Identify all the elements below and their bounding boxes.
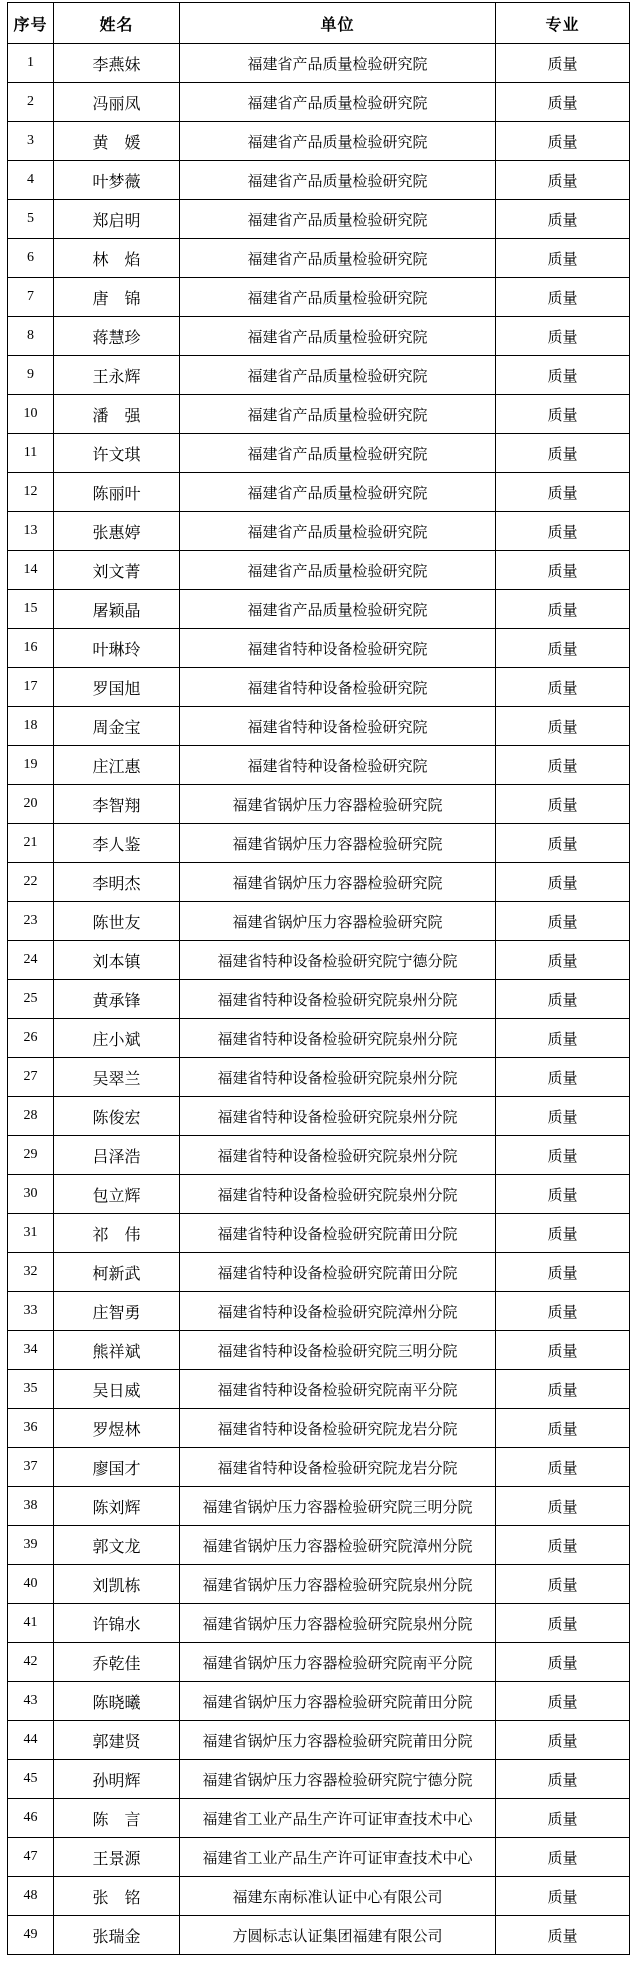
cell-organization: 方圆标志认证集团福建有限公司 — [180, 1916, 496, 1955]
cell-organization: 福建省特种设备检验研究院泉州分院 — [180, 980, 496, 1019]
cell-name: 庄江惠 — [54, 746, 180, 785]
cell-serial-number: 1 — [8, 44, 54, 83]
cell-organization: 福建省产品质量检验研究院 — [180, 278, 496, 317]
table-row — [8, 356, 630, 395]
cell-name: 祁 伟 — [54, 1214, 180, 1253]
table-row — [8, 668, 630, 707]
cell-specialty: 质量 — [496, 941, 630, 980]
cell-name: 陈刘辉 — [54, 1487, 180, 1526]
cell-organization: 福建省特种设备检验研究院莆田分院 — [180, 1214, 496, 1253]
cell-serial-number: 16 — [8, 629, 54, 668]
table-row — [8, 1721, 630, 1760]
cell-specialty: 质量 — [496, 980, 630, 1019]
cell-specialty: 质量 — [496, 44, 630, 83]
cell-name: 林 焰 — [54, 239, 180, 278]
table-row — [8, 395, 630, 434]
cell-name: 罗国旭 — [54, 668, 180, 707]
cell-serial-number: 17 — [8, 668, 54, 707]
cell-name: 许锦水 — [54, 1604, 180, 1643]
cell-specialty: 质量 — [496, 1565, 630, 1604]
cell-serial-number: 36 — [8, 1409, 54, 1448]
cell-specialty: 质量 — [496, 356, 630, 395]
cell-name: 郑启明 — [54, 200, 180, 239]
cell-specialty: 质量 — [496, 395, 630, 434]
cell-organization: 福建省特种设备检验研究院三明分院 — [180, 1331, 496, 1370]
header-row — [8, 3, 630, 44]
cell-organization: 福建省产品质量检验研究院 — [180, 317, 496, 356]
cell-specialty: 质量 — [496, 1253, 630, 1292]
table-row — [8, 1604, 630, 1643]
cell-specialty: 质量 — [496, 902, 630, 941]
cell-organization: 福建省产品质量检验研究院 — [180, 590, 496, 629]
header-organization: 单位 — [180, 3, 496, 44]
cell-serial-number: 10 — [8, 395, 54, 434]
cell-specialty: 质量 — [496, 1214, 630, 1253]
cell-serial-number: 2 — [8, 83, 54, 122]
cell-specialty: 质量 — [496, 746, 630, 785]
table-row — [8, 1136, 630, 1175]
cell-specialty: 质量 — [496, 668, 630, 707]
cell-serial-number: 32 — [8, 1253, 54, 1292]
table-row — [8, 980, 630, 1019]
cell-specialty: 质量 — [496, 1877, 630, 1916]
cell-serial-number: 4 — [8, 161, 54, 200]
table-row — [8, 1643, 630, 1682]
cell-name: 郭文龙 — [54, 1526, 180, 1565]
cell-organization: 福建省特种设备检验研究院宁德分院 — [180, 941, 496, 980]
cell-name: 陈世友 — [54, 902, 180, 941]
cell-organization: 福建省特种设备检验研究院 — [180, 707, 496, 746]
cell-serial-number: 28 — [8, 1097, 54, 1136]
cell-serial-number: 12 — [8, 473, 54, 512]
cell-organization: 福建省产品质量检验研究院 — [180, 44, 496, 83]
table-row — [8, 629, 630, 668]
cell-organization: 福建省特种设备检验研究院 — [180, 629, 496, 668]
table-row — [8, 707, 630, 746]
cell-organization: 福建省产品质量检验研究院 — [180, 512, 496, 551]
cell-serial-number: 46 — [8, 1799, 54, 1838]
cell-serial-number: 27 — [8, 1058, 54, 1097]
table-row — [8, 239, 630, 278]
cell-specialty: 质量 — [496, 239, 630, 278]
cell-specialty: 质量 — [496, 317, 630, 356]
cell-serial-number: 11 — [8, 434, 54, 473]
cell-name: 包立辉 — [54, 1175, 180, 1214]
cell-serial-number: 30 — [8, 1175, 54, 1214]
cell-serial-number: 40 — [8, 1565, 54, 1604]
table-row — [8, 161, 630, 200]
header-specialty: 专业 — [496, 3, 630, 44]
cell-serial-number: 44 — [8, 1721, 54, 1760]
cell-organization: 福建省特种设备检验研究院泉州分院 — [180, 1019, 496, 1058]
cell-organization: 福建省特种设备检验研究院泉州分院 — [180, 1136, 496, 1175]
cell-name: 唐 锦 — [54, 278, 180, 317]
cell-name: 庄智勇 — [54, 1292, 180, 1331]
cell-name: 王景源 — [54, 1838, 180, 1877]
cell-serial-number: 29 — [8, 1136, 54, 1175]
table-row — [8, 902, 630, 941]
cell-organization: 福建省锅炉压力容器检验研究院莆田分院 — [180, 1682, 496, 1721]
cell-specialty: 质量 — [496, 1682, 630, 1721]
table-row — [8, 1097, 630, 1136]
table-row — [8, 1448, 630, 1487]
cell-name: 张惠婷 — [54, 512, 180, 551]
cell-serial-number: 23 — [8, 902, 54, 941]
cell-specialty: 质量 — [496, 200, 630, 239]
personnel-table — [7, 2, 630, 1955]
cell-organization: 福建省工业产品生产许可证审查技术中心 — [180, 1838, 496, 1877]
cell-organization: 福建省锅炉压力容器检验研究院 — [180, 785, 496, 824]
cell-name: 屠颖晶 — [54, 590, 180, 629]
cell-organization: 福建省特种设备检验研究院 — [180, 746, 496, 785]
cell-name: 李明杰 — [54, 863, 180, 902]
cell-specialty: 质量 — [496, 1292, 630, 1331]
table-row — [8, 473, 630, 512]
table-row — [8, 1526, 630, 1565]
cell-specialty: 质量 — [496, 863, 630, 902]
cell-organization: 福建省产品质量检验研究院 — [180, 473, 496, 512]
cell-specialty: 质量 — [496, 512, 630, 551]
cell-organization: 福建省锅炉压力容器检验研究院宁德分院 — [180, 1760, 496, 1799]
cell-organization: 福建省特种设备检验研究院泉州分院 — [180, 1058, 496, 1097]
cell-specialty: 质量 — [496, 1487, 630, 1526]
header-serial-number: 序号 — [8, 3, 54, 44]
cell-serial-number: 18 — [8, 707, 54, 746]
table-row — [8, 278, 630, 317]
table-row — [8, 200, 630, 239]
cell-specialty: 质量 — [496, 1760, 630, 1799]
cell-specialty: 质量 — [496, 1409, 630, 1448]
cell-organization: 福建省产品质量检验研究院 — [180, 239, 496, 278]
cell-organization: 福建省产品质量检验研究院 — [180, 161, 496, 200]
cell-name: 许文琪 — [54, 434, 180, 473]
table-row — [8, 824, 630, 863]
cell-name: 乔乾佳 — [54, 1643, 180, 1682]
cell-serial-number: 15 — [8, 590, 54, 629]
cell-specialty: 质量 — [496, 590, 630, 629]
cell-name: 黄承锋 — [54, 980, 180, 1019]
cell-organization: 福建省产品质量检验研究院 — [180, 434, 496, 473]
cell-specialty: 质量 — [496, 1838, 630, 1877]
cell-serial-number: 19 — [8, 746, 54, 785]
cell-specialty: 质量 — [496, 1370, 630, 1409]
table-row — [8, 122, 630, 161]
table-row — [8, 1058, 630, 1097]
cell-name: 熊祥斌 — [54, 1331, 180, 1370]
cell-serial-number: 48 — [8, 1877, 54, 1916]
cell-specialty: 质量 — [496, 1058, 630, 1097]
cell-name: 刘文菁 — [54, 551, 180, 590]
cell-serial-number: 35 — [8, 1370, 54, 1409]
cell-serial-number: 9 — [8, 356, 54, 395]
cell-serial-number: 5 — [8, 200, 54, 239]
table-row — [8, 1019, 630, 1058]
table-row — [8, 590, 630, 629]
table-row — [8, 1565, 630, 1604]
cell-name: 黄 媛 — [54, 122, 180, 161]
cell-specialty: 质量 — [496, 278, 630, 317]
table-row — [8, 1331, 630, 1370]
cell-name: 李人鉴 — [54, 824, 180, 863]
cell-serial-number: 38 — [8, 1487, 54, 1526]
cell-specialty: 质量 — [496, 1019, 630, 1058]
cell-serial-number: 42 — [8, 1643, 54, 1682]
cell-organization: 福建省特种设备检验研究院龙岩分院 — [180, 1409, 496, 1448]
cell-name: 庄小斌 — [54, 1019, 180, 1058]
cell-name: 李燕妹 — [54, 44, 180, 83]
cell-name: 陈俊宏 — [54, 1097, 180, 1136]
table-row — [8, 863, 630, 902]
table-row — [8, 1916, 630, 1955]
cell-specialty: 质量 — [496, 434, 630, 473]
table-row — [8, 1838, 630, 1877]
cell-specialty: 质量 — [496, 551, 630, 590]
cell-organization: 福建省特种设备检验研究院泉州分院 — [180, 1097, 496, 1136]
cell-organization: 福建省锅炉压力容器检验研究院 — [180, 863, 496, 902]
cell-organization: 福建省锅炉压力容器检验研究院莆田分院 — [180, 1721, 496, 1760]
table-row — [8, 434, 630, 473]
cell-name: 叶琳玲 — [54, 629, 180, 668]
cell-specialty: 质量 — [496, 1643, 630, 1682]
cell-name: 陈 言 — [54, 1799, 180, 1838]
cell-organization: 福建省工业产品生产许可证审查技术中心 — [180, 1799, 496, 1838]
cell-serial-number: 33 — [8, 1292, 54, 1331]
table-row — [8, 1487, 630, 1526]
cell-organization: 福建省产品质量检验研究院 — [180, 122, 496, 161]
table-row — [8, 1799, 630, 1838]
cell-specialty: 质量 — [496, 785, 630, 824]
cell-name: 罗煜林 — [54, 1409, 180, 1448]
cell-specialty: 质量 — [496, 824, 630, 863]
cell-serial-number: 25 — [8, 980, 54, 1019]
cell-serial-number: 14 — [8, 551, 54, 590]
table-row — [8, 1877, 630, 1916]
cell-serial-number: 43 — [8, 1682, 54, 1721]
cell-specialty: 质量 — [496, 1604, 630, 1643]
table-row — [8, 1292, 630, 1331]
cell-serial-number: 47 — [8, 1838, 54, 1877]
cell-organization: 福建省锅炉压力容器检验研究院泉州分院 — [180, 1604, 496, 1643]
cell-name: 潘 强 — [54, 395, 180, 434]
table-row — [8, 317, 630, 356]
cell-organization: 福建东南标准认证中心有限公司 — [180, 1877, 496, 1916]
cell-name: 张瑞金 — [54, 1916, 180, 1955]
cell-organization: 福建省特种设备检验研究院南平分院 — [180, 1370, 496, 1409]
cell-name: 孙明辉 — [54, 1760, 180, 1799]
cell-specialty: 质量 — [496, 707, 630, 746]
cell-specialty: 质量 — [496, 1526, 630, 1565]
cell-serial-number: 24 — [8, 941, 54, 980]
cell-name: 冯丽凤 — [54, 83, 180, 122]
cell-specialty: 质量 — [496, 473, 630, 512]
cell-name: 周金宝 — [54, 707, 180, 746]
cell-serial-number: 39 — [8, 1526, 54, 1565]
cell-organization: 福建省锅炉压力容器检验研究院漳州分院 — [180, 1526, 496, 1565]
table-row — [8, 1214, 630, 1253]
cell-name: 陈丽叶 — [54, 473, 180, 512]
table-row — [8, 746, 630, 785]
cell-organization: 福建省特种设备检验研究院漳州分院 — [180, 1292, 496, 1331]
table-row — [8, 1370, 630, 1409]
cell-name: 柯新武 — [54, 1253, 180, 1292]
cell-serial-number: 31 — [8, 1214, 54, 1253]
cell-organization: 福建省产品质量检验研究院 — [180, 83, 496, 122]
table-row — [8, 941, 630, 980]
cell-name: 吴翠兰 — [54, 1058, 180, 1097]
table-row — [8, 83, 630, 122]
table-row — [8, 1682, 630, 1721]
cell-serial-number: 45 — [8, 1760, 54, 1799]
cell-organization: 福建省锅炉压力容器检验研究院 — [180, 902, 496, 941]
cell-specialty: 质量 — [496, 1448, 630, 1487]
header-name: 姓名 — [54, 3, 180, 44]
cell-name: 吕泽浩 — [54, 1136, 180, 1175]
table-row — [8, 1760, 630, 1799]
cell-serial-number: 8 — [8, 317, 54, 356]
cell-organization: 福建省锅炉压力容器检验研究院 — [180, 824, 496, 863]
cell-serial-number: 6 — [8, 239, 54, 278]
table-row — [8, 44, 630, 83]
cell-serial-number: 21 — [8, 824, 54, 863]
cell-name: 陈晓曦 — [54, 1682, 180, 1721]
cell-name: 王永辉 — [54, 356, 180, 395]
table-row — [8, 1409, 630, 1448]
cell-organization: 福建省特种设备检验研究院 — [180, 668, 496, 707]
cell-specialty: 质量 — [496, 1799, 630, 1838]
cell-serial-number: 49 — [8, 1916, 54, 1955]
cell-organization: 福建省锅炉压力容器检验研究院泉州分院 — [180, 1565, 496, 1604]
cell-organization: 福建省特种设备检验研究院莆田分院 — [180, 1253, 496, 1292]
cell-specialty: 质量 — [496, 161, 630, 200]
cell-name: 李智翔 — [54, 785, 180, 824]
cell-specialty: 质量 — [496, 1916, 630, 1955]
cell-serial-number: 20 — [8, 785, 54, 824]
cell-specialty: 质量 — [496, 1331, 630, 1370]
cell-name: 吴日威 — [54, 1370, 180, 1409]
table-row — [8, 785, 630, 824]
table-body — [8, 44, 630, 1955]
cell-organization: 福建省特种设备检验研究院龙岩分院 — [180, 1448, 496, 1487]
cell-serial-number: 7 — [8, 278, 54, 317]
cell-name: 张 铭 — [54, 1877, 180, 1916]
cell-organization: 福建省产品质量检验研究院 — [180, 200, 496, 239]
cell-serial-number: 26 — [8, 1019, 54, 1058]
cell-organization: 福建省特种设备检验研究院泉州分院 — [180, 1175, 496, 1214]
cell-organization: 福建省锅炉压力容器检验研究院南平分院 — [180, 1643, 496, 1682]
cell-organization: 福建省产品质量检验研究院 — [180, 551, 496, 590]
cell-serial-number: 34 — [8, 1331, 54, 1370]
cell-serial-number: 41 — [8, 1604, 54, 1643]
cell-serial-number: 13 — [8, 512, 54, 551]
cell-organization: 福建省锅炉压力容器检验研究院三明分院 — [180, 1487, 496, 1526]
cell-name: 刘凯栋 — [54, 1565, 180, 1604]
cell-name: 刘本镇 — [54, 941, 180, 980]
cell-specialty: 质量 — [496, 1175, 630, 1214]
table-row — [8, 512, 630, 551]
cell-specialty: 质量 — [496, 122, 630, 161]
cell-specialty: 质量 — [496, 1097, 630, 1136]
table-row — [8, 1175, 630, 1214]
cell-serial-number: 37 — [8, 1448, 54, 1487]
cell-organization: 福建省产品质量检验研究院 — [180, 395, 496, 434]
cell-name: 叶梦薇 — [54, 161, 180, 200]
cell-name: 郭建贤 — [54, 1721, 180, 1760]
cell-specialty: 质量 — [496, 1721, 630, 1760]
cell-specialty: 质量 — [496, 629, 630, 668]
cell-serial-number: 3 — [8, 122, 54, 161]
cell-name: 蒋慧珍 — [54, 317, 180, 356]
table-row — [8, 551, 630, 590]
cell-specialty: 质量 — [496, 83, 630, 122]
cell-name: 廖国才 — [54, 1448, 180, 1487]
cell-specialty: 质量 — [496, 1136, 630, 1175]
table-row — [8, 1253, 630, 1292]
cell-organization: 福建省产品质量检验研究院 — [180, 356, 496, 395]
cell-serial-number: 22 — [8, 863, 54, 902]
